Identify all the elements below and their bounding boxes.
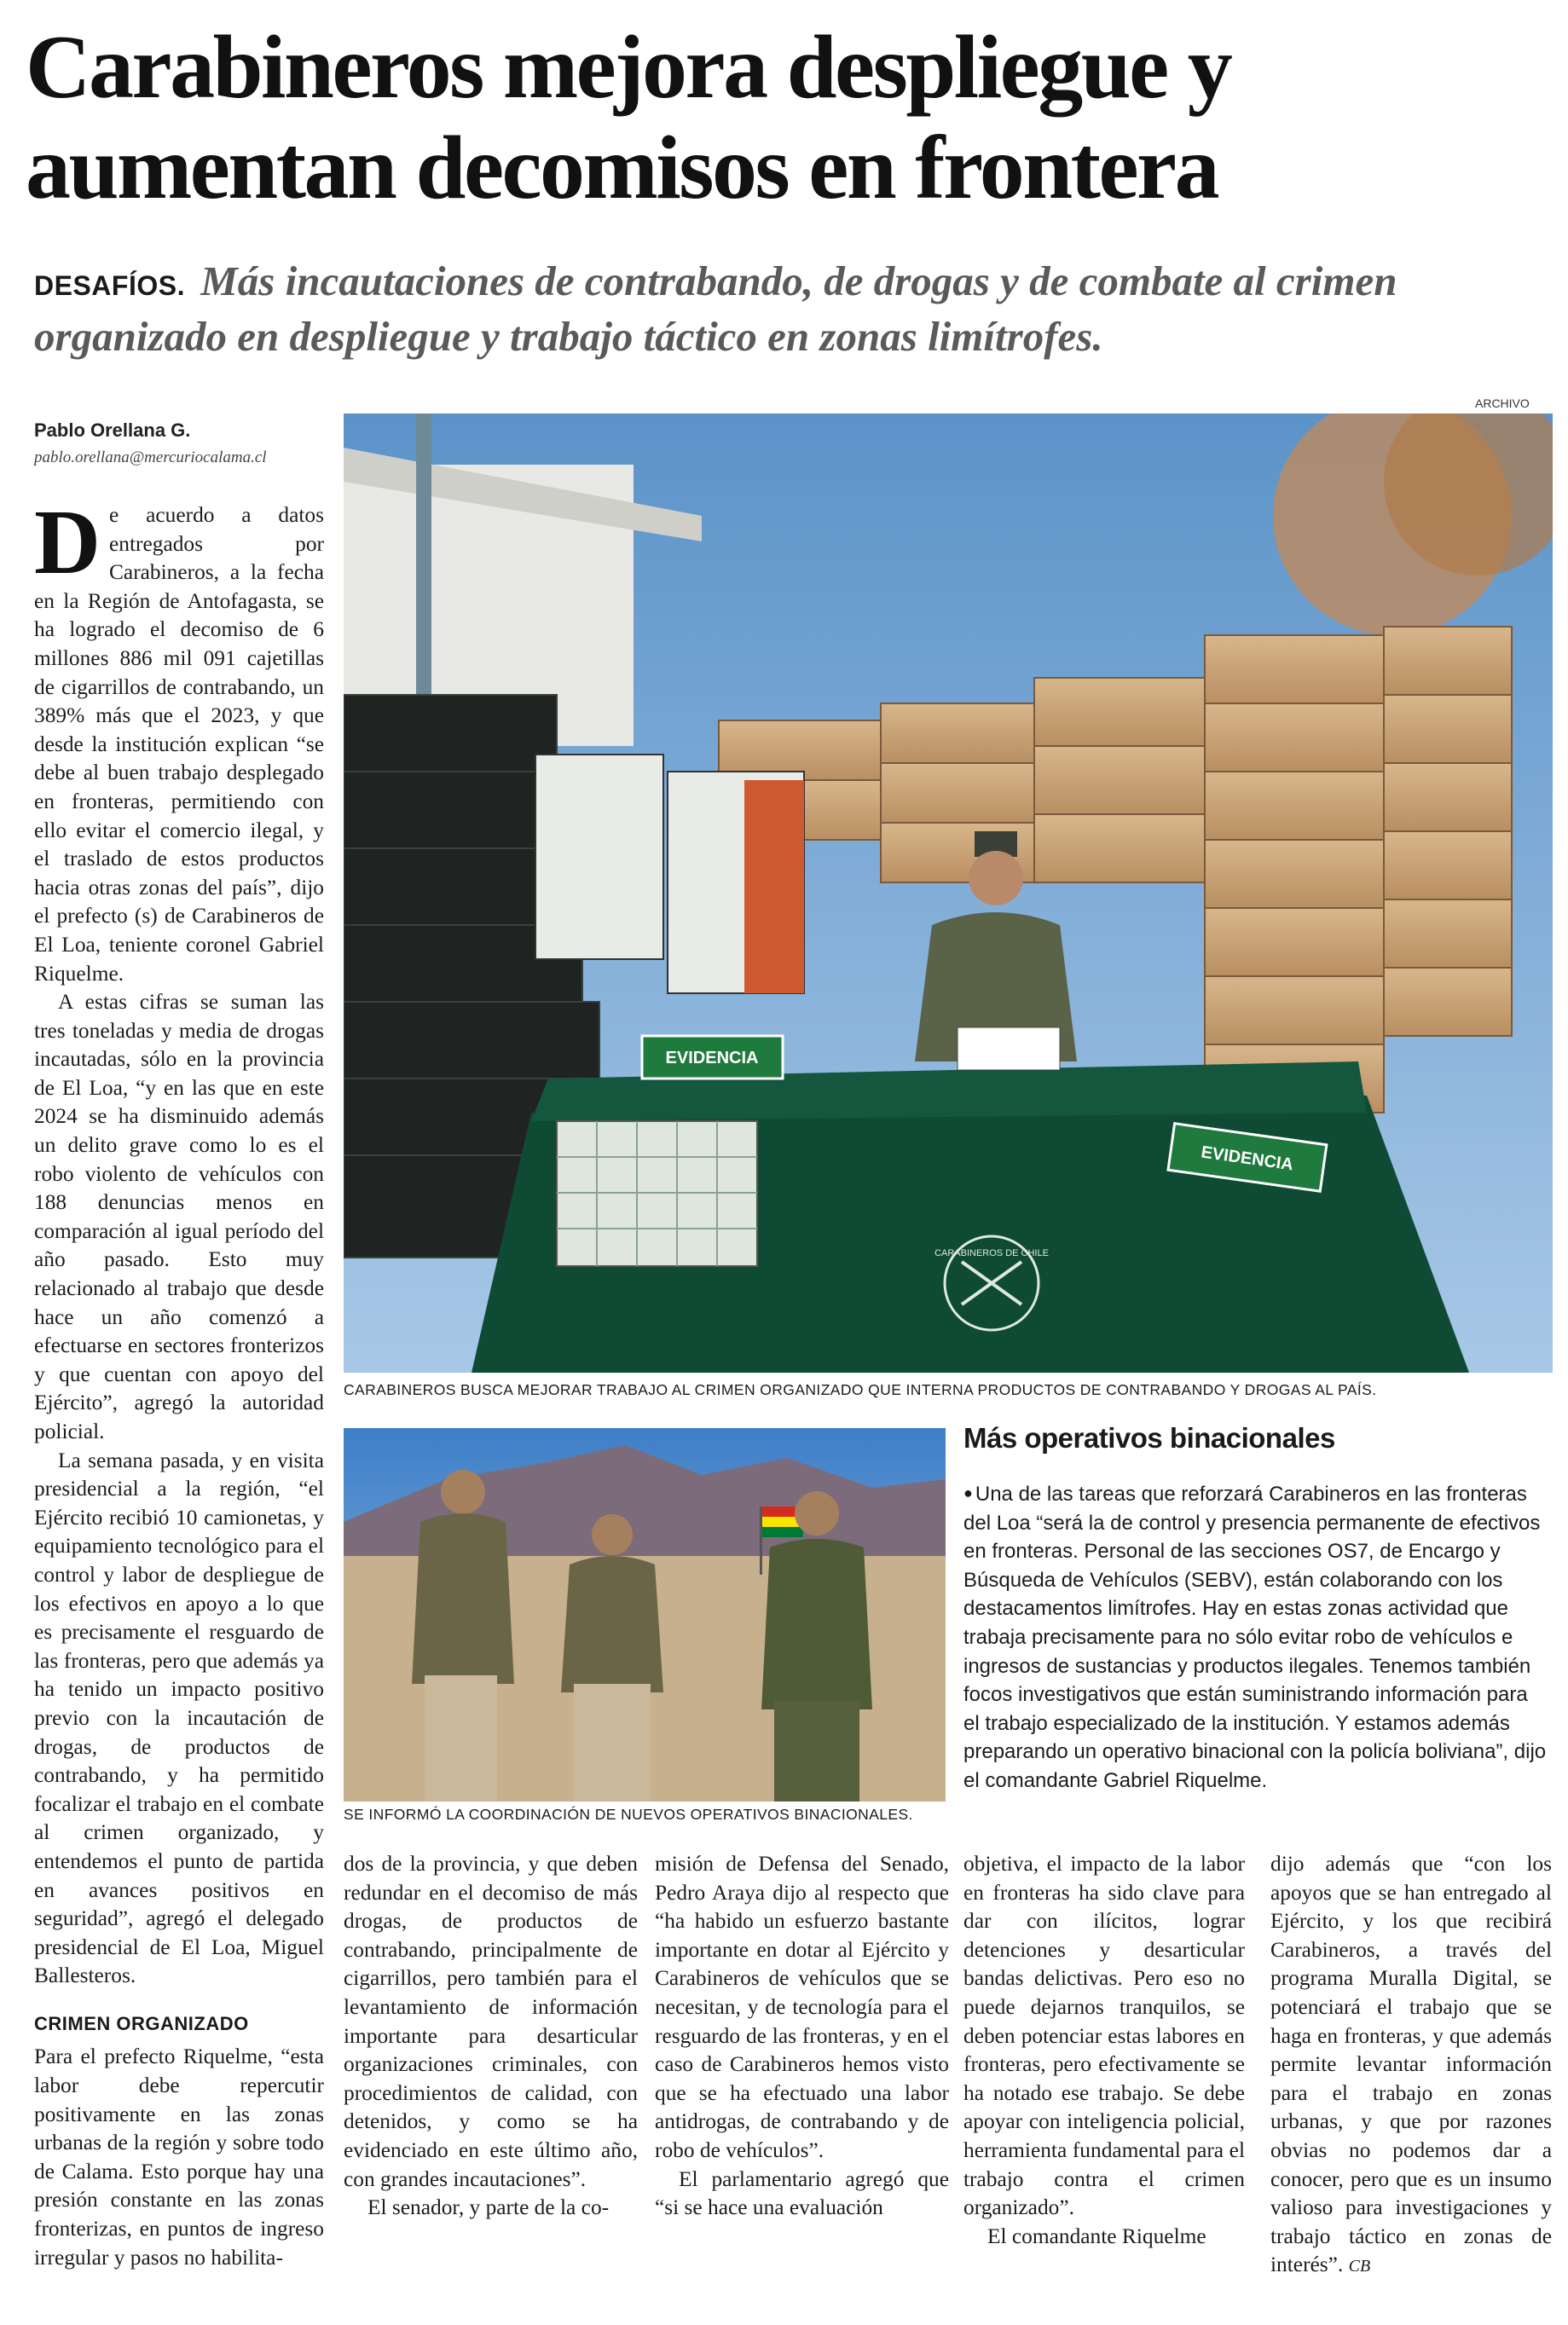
column-1 — [34, 492, 324, 2272]
main-photo — [344, 414, 1553, 1373]
second-photo — [344, 1428, 946, 1802]
col3-para-1: misión de Defensa del Senado, Pedro Araya dijo al respecto que “ha habido un esfuerzo bastante importante en dotar al Ejército y Carabineros de vehículos que se necesitan, y de tecnología para el resguardo de las fronteras, y en el caso de Carabineros hemos visto que se ha efectuado una labor antidrogas, de contrabando y de robo de vehículos”. — [655, 1852, 949, 2162]
col1-para-2: A estas cifras se suman las tres toneladas y media de drogas incautadas, sólo en la provincia de El Loa, “y en las que en este 2024 se ha disminuido además un delito grave como lo es el robo violento de vehículos con 188 denuncias menos en comparación al igual período del año pasado. Esto muy relacionado al trabajo que desde hace un año comenzó a efectuarse en sectores fronterizos y que cuentan con apoyo del Ejército”, agregó la autoridad policial. — [34, 990, 324, 1443]
evidencia-label-2: EVIDENCIA — [1200, 1142, 1295, 1175]
author-email: pablo.orellana@mercuriocalama.cl — [34, 448, 267, 466]
second-photo-caption: SE INFORMÓ LA COORDINACIÓN DE NUEVOS OPERATIVOS BINACIONALES. — [344, 1806, 913, 1823]
col1-para-4: Para el prefecto Riquelme, “esta labor debe repercutir positivamente en las zonas urbanas de la región y sobre todo de Calama. Esto porque hay una presión constante en las zonas fronterizas, en puntos de ingreso irregular y pasos no habilita- — [34, 2044, 324, 2270]
crimen-organizado-subhead: CRIMEN ORGANIZADO — [34, 2012, 249, 2034]
column-5 — [1270, 1850, 1552, 2282]
column-2 — [344, 1850, 638, 2223]
headline: Carabineros mejora despliegue y aumentan decomisos en frontera — [26, 17, 1231, 217]
col4-para-2: El comandante Riquelme — [987, 2224, 1206, 2248]
column-4 — [963, 1850, 1245, 2251]
deck — [34, 256, 1535, 362]
second-photo-illustration — [344, 1428, 946, 1802]
emblem-text: CARABINEROS DE CHILE — [934, 1248, 1049, 1258]
col2-para-1: dos de la provincia, y que deben redundar en el decomiso de más drogas, de productos de contrabando, principalmente de cigarrillos, pero también para el levantamiento de información importante para desarticular organizaciones criminales, con procedimientos de calidad, con detenidos, y como se ha evidenciado en este último año, con grandes incautaciones”. — [344, 1852, 638, 2191]
col1-para-3: La semana pasada, y en visita presidencial a la región, “el Ejército recibió 10 camionetas, y equipamiento tecnológico para el control y labor de despliegue de los efectivos en apoyo a lo que es precisamente el resguardo de las fronteras, pero que además ya ha tenido un impacto positivo previo con la incautación de drogas, de productos de contrabando, y ha permitido focalizar el trabajo en el combate al crimen organizado, y entendemos el punto de partida en avances positivos en seguridad”, agregó el delegado presidencial de El Loa, Miguel Ballesteros. — [34, 1448, 324, 1988]
deck-text: Más incautaciones de contrabando, de drogas y de combate al crimen organizado en despliegue y trabajo táctico en zonas limítrofes. — [34, 257, 1397, 360]
byline — [34, 419, 324, 467]
column-3 — [655, 1850, 949, 2223]
box-title: Más operativos binacionales — [963, 1422, 1335, 1454]
col2-para-2: El senador, y parte de la co- — [367, 2195, 610, 2220]
col5-para-1-text: dijo además que “con los apoyos que se han entregado al Ejército, y los que recibirá Carabineros, a través del programa Muralla Digital, se potenciará el trabajo que se haga en fronteras, y que además permite levantar información para el trabajo en zonas urbanas, y que por razones obvias no podemos dar a conocer, pero que es un insumo valioso para investigaciones y trabajo táctico en zonas de interés”. — [1270, 1852, 1552, 2277]
col3-para-2: El parlamentario agregó que “si se hace una evaluación — [655, 2166, 949, 2220]
col1-para-1 — [34, 492, 324, 988]
evidencia-label-1: EVIDENCIA — [665, 1049, 759, 1067]
col4-para-1: objetiva, el impacto de la labor en fronteras ha sido clave para dar con ilícitos, lograr detenciones y desarticular bandas delictivas. Pero eso no puede dejarnos tranquilos, se deben potenciar estas labores en fronteras, pero efectivamente se ha notado ese trabajo. Se debe apoyar con inteligencia policial, herramienta fundamental para el trabajo contra el crimen organizado”. — [963, 1852, 1245, 2220]
end-mark: CB — [1348, 2257, 1371, 2276]
photo-credit: ARCHIVO — [1475, 396, 1530, 410]
deck-kicker: DESAFÍOS. — [34, 270, 185, 301]
col1-para-1-text: e acuerdo a datos entregados por Carabineros, a la fecha en la Región de Antofagasta, se ha logrado el decomiso de 6 millones 886 mil 091 cajetillas de cigarrillos de contrabando, un 389% más que el 2023, y que desde la institución explican “se debe al buen trabajo desplegado en fronteras, permitiendo con ello evitar el comercio ilegal, y el traslado de estos productos hacia otras zonas del país”, dijo el prefecto (s) de Carabineros de El Loa, teniente coronel Gabriel Riquelme. — [34, 503, 324, 986]
author-name: Pablo Orellana G. — [34, 419, 191, 441]
box-body: Una de las tareas que reforzará Carabineros en las fronteras del Loa “será la de control y presencia permanente de efectivos en fronteras. Personal de las secciones OS7, de Encargo y Búsqueda de Vehículos (SEBV), están colaborando con los destacamentos limítrofes. Hay en estas zonas actividad que trabaja precisamente para no sólo evitar robo de vehículos e ingresos de sustancias y productos ilegales. Tenemos también focos investigativos que están suministrando información para el trabajo especializado de la institución. Y estamos además preparando un operativo binacional con la policía boliviana”, dijo el comandante Gabriel Riquelme. — [963, 1483, 1547, 1792]
box-text — [963, 1479, 1548, 1796]
col5-para-1 — [1270, 1850, 1552, 2282]
dropcap: D — [34, 492, 101, 593]
bullet-icon: ● — [963, 1484, 973, 1501]
main-photo-caption: CARABINEROS BUSCA MEJORAR TRABAJO AL CRIMEN ORGANIZADO QUE INTERNA PRODUCTOS DE CONTRABANDO Y DROGAS AL PAÍS. — [344, 1381, 1377, 1398]
main-photo-illustration — [344, 414, 1553, 1373]
